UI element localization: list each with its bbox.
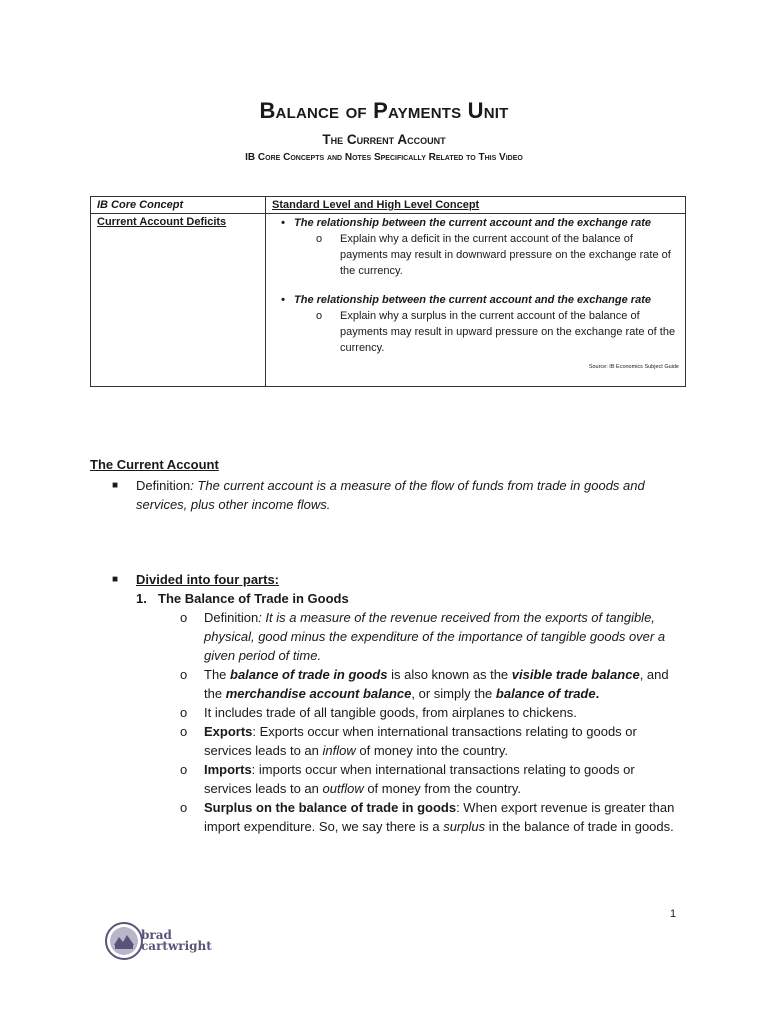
item-emphasis: surplus [443, 819, 486, 834]
item-label: Imports [204, 762, 252, 777]
concept-sub-item [316, 231, 679, 279]
list-item [180, 760, 680, 798]
item-text: is also known as the [387, 667, 512, 682]
table-row [91, 214, 686, 387]
circle-bullet-icon: o [316, 310, 323, 322]
logo-line-brad: brad [141, 928, 172, 942]
page-subsubtitle: IB Core Concepts and Notes Specifically Related to This Video [245, 152, 523, 163]
list-item [180, 703, 680, 722]
item-emphasis: balance of trade [495, 686, 596, 701]
concept-details [266, 214, 686, 387]
divided-bullet [112, 570, 672, 589]
table-header-row [91, 197, 686, 214]
bullet-dot-icon: • [281, 294, 285, 306]
concept-bullet [272, 217, 679, 229]
item-number: 1. [136, 591, 147, 606]
item-text: , and the [204, 667, 669, 701]
bullet-dot-icon: • [281, 217, 285, 229]
item-text: It includes trade of all tangible goods, from airplanes to chickens. [204, 705, 577, 720]
page-title: Balance of Payments Unit [259, 98, 509, 123]
section-heading: The Current Account [90, 457, 219, 472]
list-item [180, 608, 680, 665]
list-item [180, 722, 680, 760]
circle-bullet-icon: o [180, 724, 188, 739]
item-text: : Exports occur when international transactions relating to goods or services leads to an [204, 724, 637, 758]
page-subtitle: The Current Account [322, 132, 446, 147]
row-label-current-account-deficits: Current Account Deficits [91, 214, 266, 387]
column-header-core-concept: IB Core Concept [91, 197, 266, 214]
concept-bullet [272, 294, 679, 306]
column-header-level-concept: Standard Level and High Level Concept [266, 197, 686, 214]
item-text: . [595, 686, 600, 701]
concept-table [90, 196, 686, 387]
concept-sub-text: Explain why a deficit in the current account of the balance of payments may result in downward pressure on the exchange rate of the currency. [340, 233, 671, 277]
item-emphasis: merchandise account balance [225, 686, 412, 701]
item-text: The [204, 667, 231, 682]
list-item [180, 798, 680, 836]
definition-bullet [112, 476, 672, 514]
definition-text: : The current account is a measure of the flow of funds from trade in goods and services, plus other income flows. [136, 478, 645, 512]
item-text: , or simply the [411, 686, 496, 701]
divided-label: Divided into four parts: [136, 572, 279, 587]
logo-text [141, 930, 212, 952]
item-label: Exports [204, 724, 253, 739]
logo-line-cartwright: cartwright [141, 939, 212, 953]
item-text: in the balance of trade in goods. [485, 819, 674, 834]
circle-bullet-icon: o [180, 667, 188, 682]
circle-bullet-icon: o [180, 762, 188, 777]
item-text: of money into the country. [355, 743, 508, 758]
concept-sub-item [316, 308, 679, 356]
part-title: The Balance of Trade in Goods [158, 591, 349, 606]
numbered-item [136, 589, 349, 608]
source-note: Source: IB Economics Subject Guide [588, 364, 679, 370]
list-item [180, 665, 680, 703]
item-label: Definition [204, 610, 259, 625]
item-text: of money from the country. [363, 781, 521, 796]
item-emphasis: balance of trade in goods [230, 667, 388, 682]
item-label: Surplus on the balance of trade in goods [204, 800, 457, 815]
circle-bullet-icon: o [316, 233, 323, 245]
item-text: : imports occur when international transactions relating to goods or services leads to an [204, 762, 635, 796]
square-bullet-icon: ■ [112, 574, 119, 585]
page-number: 1 [670, 908, 677, 920]
circle-bullet-icon: o [180, 705, 188, 720]
sub-bullet-list [180, 608, 680, 836]
item-text: : It is a measure of the revenue received from the exports of tangible, physical, good minus the expenditure of the importance of tangible goods over a given period of time. [204, 610, 666, 663]
concept-bullet-heading: The relationship between the current account and the exchange rate [294, 294, 651, 306]
item-emphasis: outflow [322, 781, 364, 796]
concept-sub-text: Explain why a surplus in the current account of the balance of payments may result in upward pressure on the exchange rate of the currency. [340, 310, 676, 354]
logo-van-icon [115, 945, 133, 949]
circle-bullet-icon: o [180, 800, 188, 815]
item-emphasis: visible trade balance [511, 667, 640, 682]
item-emphasis: inflow [322, 743, 356, 758]
item-text: : When export revenue is greater than import expenditure. So, we say there is a [204, 800, 675, 834]
square-bullet-icon: ■ [112, 480, 119, 491]
concept-bullet-heading: The relationship between the current account and the exchange rate [294, 217, 651, 229]
definition-label: Definition [136, 478, 191, 493]
circle-bullet-icon: o [180, 610, 188, 625]
